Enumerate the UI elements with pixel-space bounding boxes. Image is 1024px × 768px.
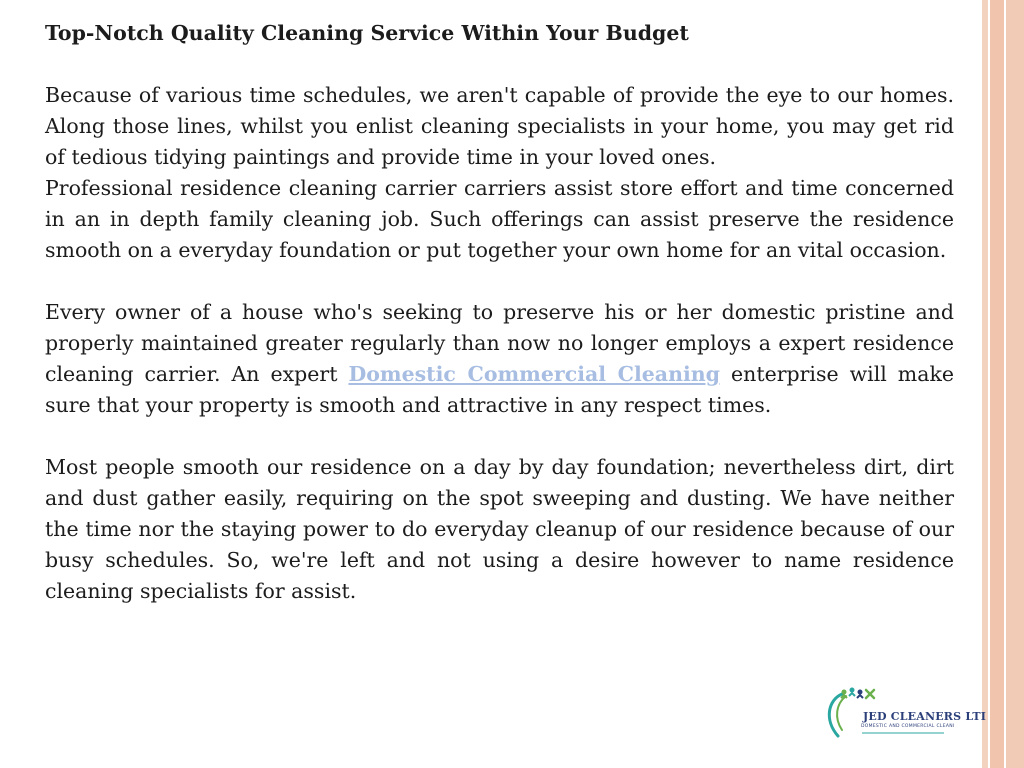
logo-tagline: DOMESTIC AND COMMERCIAL CLEANI <box>861 724 955 729</box>
paragraph-3 <box>45 297 954 421</box>
decorative-stripes <box>982 0 1024 768</box>
logo-name: JED CLEANERS LTI <box>863 710 987 723</box>
paragraph-1: Because of various time schedules, we aren't capable of provide the eye to our homes. Along those lines, whilst you enlist cleaning specialists in your home, you may get rid of tedious tidying paintings and provide time in your loved ones. <box>45 83 954 169</box>
paragraph-3-text-start: Every owner of a house who's seeking to preserve his or her domestic pristine and properly maintained greater regularly than now no longer employs a expert residence cleaning carrier. An expert <box>45 300 954 386</box>
domestic-commercial-cleaning-link[interactable]: Domestic Commercial Cleaning <box>348 362 721 386</box>
paragraph-2: Professional residence cleaning carrier carriers assist store effort and time concerned in an in depth family cleaning job. Such offerings can assist preserve the residence smooth on a everyday foundation or put together your own home for an vital occasion. <box>45 176 954 262</box>
paragraph-4: Most people smooth our residence on a day by day foundation; nevertheless dirt, dirt and dust gather easily, requiring on the spot sweeping and dusting. We have neither the time nor the staying power to do everyday cleanup of our residence because of our busy schedules. So, we're left and not using a desire however to name residence cleaning specialists for assist. <box>45 455 954 603</box>
paragraph-3-text-end: enterprise will make sure that your property is smooth and attractive in any respect times. <box>45 362 955 417</box>
paragraph-spacer <box>45 421 954 452</box>
company-logo <box>822 686 987 744</box>
article-body <box>45 18 954 607</box>
page-title: Top-Notch Quality Cleaning Service Within Your Budget <box>45 21 689 45</box>
paragraph-spacer <box>45 266 954 297</box>
